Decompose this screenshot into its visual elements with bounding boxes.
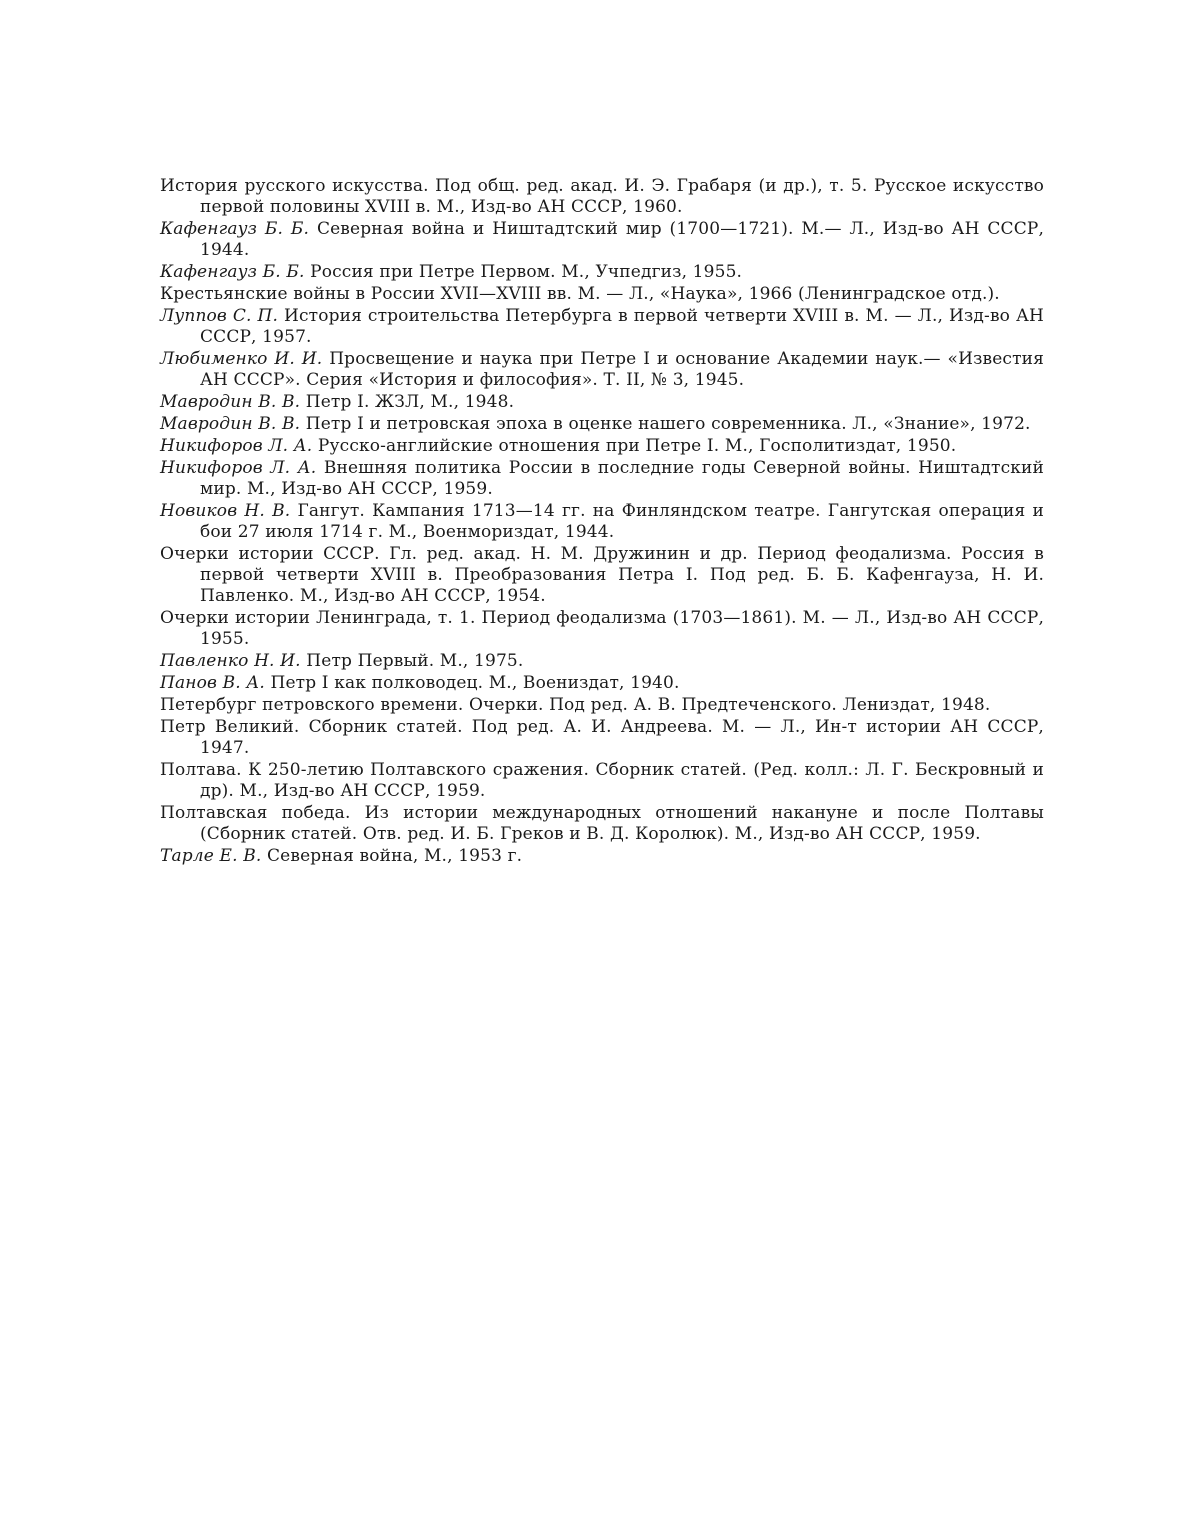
- bibliography-entry: [160, 306, 1044, 348]
- entry-author: Панов В. А.: [160, 673, 265, 693]
- entry-author: Любименко И. И.: [160, 349, 323, 369]
- bibliography-entry: [160, 458, 1044, 500]
- bibliography-entry: [160, 176, 1044, 218]
- entry-text: История строительства Петербурга в первой четверти XVIII в. М. — Л., Изд-во АН СССР, 1957.: [200, 306, 1044, 347]
- entry-text: Северная война и Ништадтский мир (1700—1721). М.— Л., Изд-во АН СССР, 1944.: [200, 219, 1044, 260]
- entry-text: Петр Первый. М., 1975.: [306, 651, 524, 671]
- bibliography-entry: [160, 803, 1044, 845]
- entry-author: Мавродин В. В.: [160, 392, 301, 412]
- entry-author: Никифоров Л. А.: [160, 436, 313, 456]
- entry-author: Мавродин В. В.: [160, 414, 301, 434]
- entry-text: Северная война, М., 1953 г.: [266, 846, 523, 866]
- bibliography-entry: [160, 846, 1044, 867]
- bibliography-entry: [160, 544, 1044, 607]
- bibliography-entry: [160, 284, 1044, 305]
- bibliography-entry: [160, 651, 1044, 672]
- entry-text: Петр Великий. Сборник статей. Под ред. А. И. Андреева. М. — Л., Ин-т истории АН СССР, 1947.: [160, 717, 1044, 758]
- entry-text: Петр I. ЖЗЛ, М., 1948.: [305, 392, 515, 412]
- entry-text: Гангут. Кампания 1713—14 гг. на Финляндском театре. Гангутская операция и бои 27 июля 1714 г. М., Военмориздат, 1944.: [200, 501, 1044, 542]
- entry-text: Просвещение и наука при Петре I и основание Академии наук.— «Известия АН СССР». Серия «История и философия». Т. II, № 3, 1945.: [200, 349, 1044, 390]
- entry-text: Петр I и петровская эпоха в оценке нашего современника. Л., «Знание», 1972.: [305, 414, 1031, 434]
- bibliography-entry: [160, 349, 1044, 391]
- entry-author: Тарле Е. В.: [160, 846, 262, 866]
- entry-text: Россия при Петре Первом. М., Учпедгиз, 1955.: [310, 262, 743, 282]
- bibliography-entry: [160, 262, 1044, 283]
- entry-author: Кафенгауз Б. Б.: [160, 262, 305, 282]
- entry-text: Полтава. К 250-летию Полтавского сражения. Сборник статей. (Ред. колл.: Л. Г. Бескровный и др). М., Изд-во АН СССР, 1959.: [160, 760, 1044, 801]
- entry-author: Никифоров Л. А.: [160, 458, 317, 478]
- entry-text: История русского искусства. Под общ. ред. акад. И. Э. Грабаря (и др.), т. 5. Русское искусство первой половины XVIII в. М., Изд-во АН СССР, 1960.: [160, 176, 1044, 217]
- entry-text: Петр I как полководец. М., Воениздат, 1940.: [270, 673, 680, 693]
- entry-author: Новиков Н. В.: [160, 501, 291, 521]
- entry-text: Полтавская победа. Из истории международных отношений накануне и после Полтавы (Сборник статей. Отв. ред. И. Б. Греков и В. Д. Королюк). М., Изд-во АН СССР, 1959.: [160, 803, 1044, 844]
- bibliography-entry: [160, 717, 1044, 759]
- entry-author: Луппов С. П.: [160, 306, 279, 326]
- bibliography-entry: [160, 760, 1044, 802]
- entry-author: Павленко Н. И.: [160, 651, 301, 671]
- bibliography-entry: [160, 219, 1044, 261]
- bibliography-entry: [160, 392, 1044, 413]
- entry-text: Внешняя политика России в последние годы Северной войны. Ништадтский мир. М., Изд-во АН СССР, 1959.: [200, 458, 1044, 499]
- entry-text: Петербург петровского времени. Очерки. Под ред. А. В. Предтеченского. Лениздат, 1948.: [160, 695, 991, 715]
- bibliography-entry: [160, 436, 1044, 457]
- entry-text: Русско-английские отношения при Петре I. М., Госполитиздат, 1950.: [317, 436, 957, 456]
- entry-text: Очерки истории СССР. Гл. ред. акад. Н. М. Дружинин и др. Период феодализма. Россия в первой четверти XVIII в. Преобразования Петра I. Под ред. Б. Б. Кафенгауза, Н. И. Павленко. М., Изд-во АН СССР, 1954.: [160, 544, 1044, 606]
- bibliography-entry: [160, 608, 1044, 650]
- entry-text: Крестьянские войны в России XVII—XVIII вв. М. — Л., «Наука», 1966 (Ленинградское отд.).: [160, 284, 1000, 304]
- bibliography-entry: [160, 501, 1044, 543]
- entry-text: Очерки истории Ленинграда, т. 1. Период феодализма (1703—1861). М. — Л., Изд-во АН СССР, 1955.: [160, 608, 1044, 649]
- bibliography-entry: [160, 673, 1044, 694]
- bibliography-entry: [160, 695, 1044, 716]
- bibliography-entry: [160, 414, 1044, 435]
- bibliography-list: [160, 176, 1044, 868]
- entry-author: Кафенгауз Б. Б.: [160, 219, 310, 239]
